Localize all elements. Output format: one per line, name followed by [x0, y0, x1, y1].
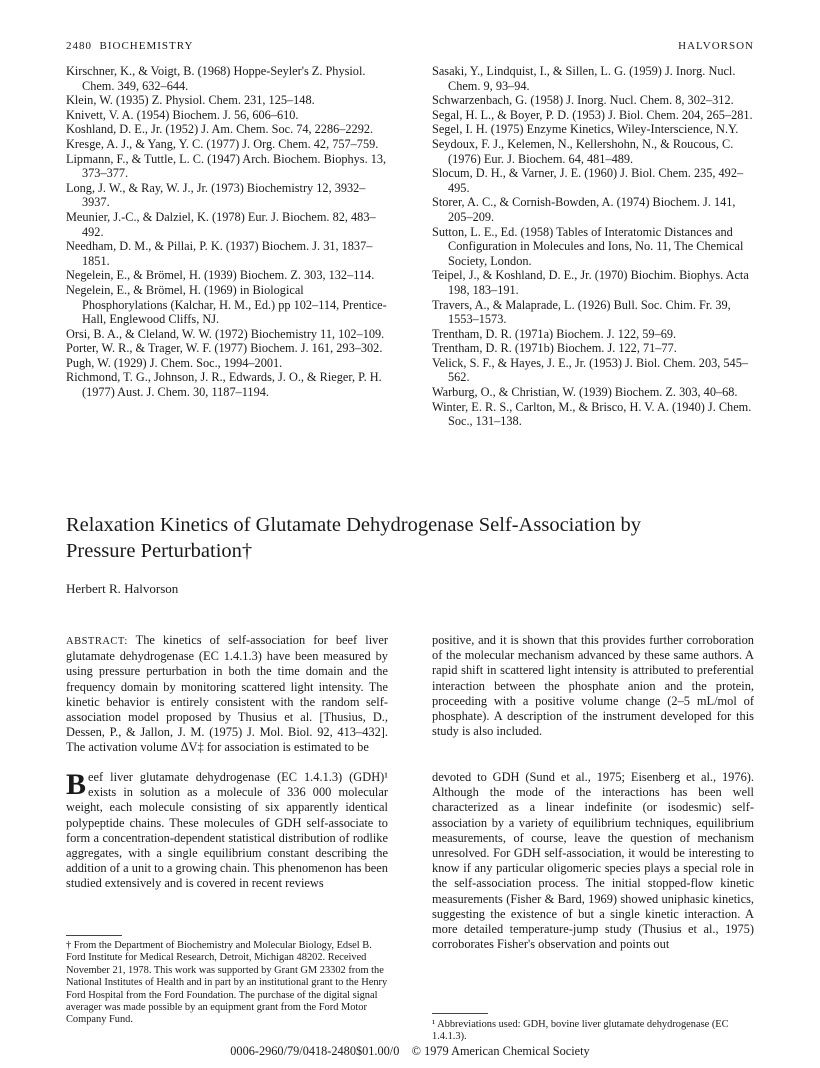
reference-item: Koshland, D. E., Jr. (1952) J. Am. Chem. Soc. 74, 2286–2292.	[66, 122, 374, 137]
reference-item: Slocum, D. H., & Varner, J. E. (1960) J. Biol. Chem. 235, 492–495.	[432, 166, 744, 195]
footnote-divider	[432, 1013, 488, 1014]
reference-item: Kirschner, K., & Voigt, B. (1968) Hoppe-Seyler's Z. Physiol. Chem. 349, 632–644.	[66, 64, 366, 93]
reference-item: Storer, A. C., & Cornish-Bowden, A. (1974) Biochem. J. 141, 205–209.	[432, 195, 736, 224]
page-footer	[0, 1044, 820, 1059]
body-right-column: devoted to GDH (Sund et al., 1975; Eisenberg et al., 1976). Although the mode of the interactions has been well characterized as a linear indefinite (or isodesmic) self-association by a variety of equilibrium techniques, equilibrium measurements, of course, leave the question of mechanism unresolved. For GDH self-association, it would be interesting to know if any particular oligomeric species plays a special role in the self-association process. The initial stopped-flow kinetic measurements (Fisher & Bard, 1969) showed uniphasic kinetics, suggesting the existence of but a single kinetic interaction. A more detailed temperature-jump study (Thusius et al., 1975) corroborates Fisher's observation and points out	[432, 770, 754, 952]
reference-item: Knivett, V. A. (1954) Biochem. J. 56, 606–610.	[66, 107, 299, 122]
reference-item: Sasaki, Y., Lindquist, I., & Sillen, L. G. (1959) J. Inorg. Nucl. Chem. 9, 93–94.	[432, 64, 736, 93]
reference-item: Long, J. W., & Ray, W. J., Jr. (1973) Biochemistry 12, 3932–3937.	[66, 180, 366, 210]
abstract-right: positive, and it is shown that this provides further corroboration of the molecular mechanism advanced by these same authors. A rapid shift in scattered light intensity is attributed to preferential interaction between the phosphate anion and the protein, proceeding with a positive volume change (2–5 mL/mol of phosphate). A description of the instrument developed for this study is also included.	[432, 633, 754, 739]
reference-item: Teipel, J., & Koshland, D. E., Jr. (1970) Biochim. Biophys. Acta 198, 183–191.	[432, 268, 749, 297]
abstract-text-left: The kinetics of self-association for beef liver glutamate dehydrogenase (EC 1.4.1.3) have been measured by using pressure perturbation in both the time domain and the frequency domain by monitoring scattered light intensity. The kinetic behavior is entirely consistent with the random self-association model proposed by Thusius et al. [Thusius, D., Dessen, P., & Jallon, J. M. (1975) J. Mol. Biol. 92, 413–432]. The activation volume ΔV‡ for association is estimated to be	[66, 633, 388, 755]
article-author: Herbert R. Halvorson	[66, 581, 179, 596]
reference-item: Trentham, D. R. (1971a) Biochem. J. 122, 59–69.	[432, 326, 677, 341]
drop-cap: B	[66, 768, 87, 801]
article-title: Relaxation Kinetics of Glutamate Dehydrogenase Self-Association by Pressure Perturbation†	[66, 514, 641, 562]
footnote-divider	[66, 935, 122, 936]
reference-item: Richmond, T. G., Johnson, J. R., Edwards, J. O., & Rieger, P. H. (1977) Aust. J. Chem. 30, 1187–1194.	[66, 370, 382, 400]
running-header-left	[66, 40, 193, 52]
reference-item: Seydoux, F. J., Kelemen, N., Kellershohn, N., & Roucous, C. (1976) Eur. J. Biochem. 64, 481–489.	[432, 136, 734, 166]
reference-item: Lipmann, F., & Tuttle, L. C. (1947) Arch. Biochem. Biophys. 13, 373–377.	[66, 151, 387, 181]
reference-item: Negelein, E., & Brömel, H. (1969) in Biological Phosphorylations (Kalchar, H. M., Ed.) pp 102–114, Prentice-Hall, Englewood Cliffs, NJ.	[66, 282, 387, 327]
abstract-label: ABSTRACT:	[66, 636, 128, 647]
body-text-left: eef liver glutamate dehydrogenase (EC 1.4.1.3) (GDH)¹ exists in solution as a molecule of 336 000 molecular weight, each molecule consisting of six apparently identical polypeptide chains. These molecules of GDH self-associate to form a concentration-dependent statistical distribution of rodlike aggregates, with a single equilibrium constant describing the addition of a unit to a growing chain. This phenomenon has been studied extensively and is covered in recent reviews	[66, 770, 388, 891]
reference-item: Warburg, O., & Christian, W. (1939) Biochem. Z. 303, 40–68.	[432, 385, 738, 400]
reference-item: Orsi, B. A., & Cleland, W. W. (1972) Biochemistry 11, 102–109.	[66, 326, 385, 341]
references-right-column	[432, 64, 754, 429]
reference-item: Klein, W. (1935) Z. Physiol. Chem. 231, 125–148.	[66, 93, 315, 108]
reference-item: Pugh, W. (1929) J. Chem. Soc., 1994–2001.	[66, 355, 283, 370]
footnote-1: ¹ Abbreviations used: GDH, bovine liver glutamate dehydrogenase (EC 1.4.1.3).	[432, 1019, 729, 1043]
reference-item: Winter, E. R. S., Carlton, M., & Brisco, H. V. A. (1940) J. Chem. Soc., 131–138.	[432, 399, 752, 429]
reference-item: Porter, W. R., & Trager, W. F. (1977) Biochem. J. 161, 293–302.	[66, 341, 383, 356]
abstract-left	[66, 633, 388, 756]
page-number: 2480	[66, 40, 92, 52]
footnote-dagger: † From the Department of Biochemistry and Molecular Biology, Edsel B. Ford Institute for Medical Research, Detroit, Michigan 48202. Received November 21, 1978. This work was supported by Grant GM 23302 from the National Institutes of Health and in part by an institutional grant to the Henry Ford Hospital from the Ford Foundation. The purchase of the digital signal averager was made possible by an equipment grant from the Ford Motor Company Fund.	[66, 940, 388, 1026]
issn-code: 0006-2960/79/0418-2480$01.00/0	[230, 1044, 400, 1058]
reference-item: Segal, H. L., & Boyer, P. D. (1953) J. Biol. Chem. 204, 265–281.	[432, 107, 753, 122]
reference-item: Velick, S. F., & Hayes, J. E., Jr. (1953) J. Biol. Chem. 203, 545–562.	[432, 355, 748, 385]
reference-item: Schwarzenbach, G. (1958) J. Inorg. Nucl. Chem. 8, 302–312.	[432, 93, 734, 108]
journal-name: BIOCHEMISTRY	[99, 40, 194, 52]
reference-item: Trentham, D. R. (1971b) Biochem. J. 122, 71–77.	[432, 341, 677, 356]
reference-item: Negelein, E., & Brömel, H. (1939) Biochem. Z. 303, 132–114.	[66, 268, 375, 283]
body-left-column	[66, 770, 388, 892]
reference-item: Needham, D. M., & Pillai, P. K. (1937) Biochem. J. 31, 1837–1851.	[66, 239, 373, 268]
running-header-author: HALVORSON	[678, 40, 754, 52]
copyright: © 1979 American Chemical Society	[411, 1044, 590, 1058]
reference-item: Travers, A., & Malaprade, L. (1926) Bull. Soc. Chim. Fr. 39, 1553–1573.	[432, 297, 731, 327]
reference-item: Segel, I. H. (1975) Enzyme Kinetics, Wiley-Interscience, N.Y.	[432, 122, 739, 137]
references-left-column	[66, 64, 388, 400]
reference-item: Sutton, L. E., Ed. (1958) Tables of Interatomic Distances and Configuration in Molecules and Ions, No. 11, The Chemical Society, London.	[432, 224, 744, 268]
reference-item: Meunier, J.-C., & Dalziel, K. (1978) Eur. J. Biochem. 82, 483–492.	[66, 209, 376, 239]
reference-item: Kresge, A. J., & Yang, Y. C. (1977) J. Org. Chem. 42, 757–759.	[66, 136, 379, 151]
